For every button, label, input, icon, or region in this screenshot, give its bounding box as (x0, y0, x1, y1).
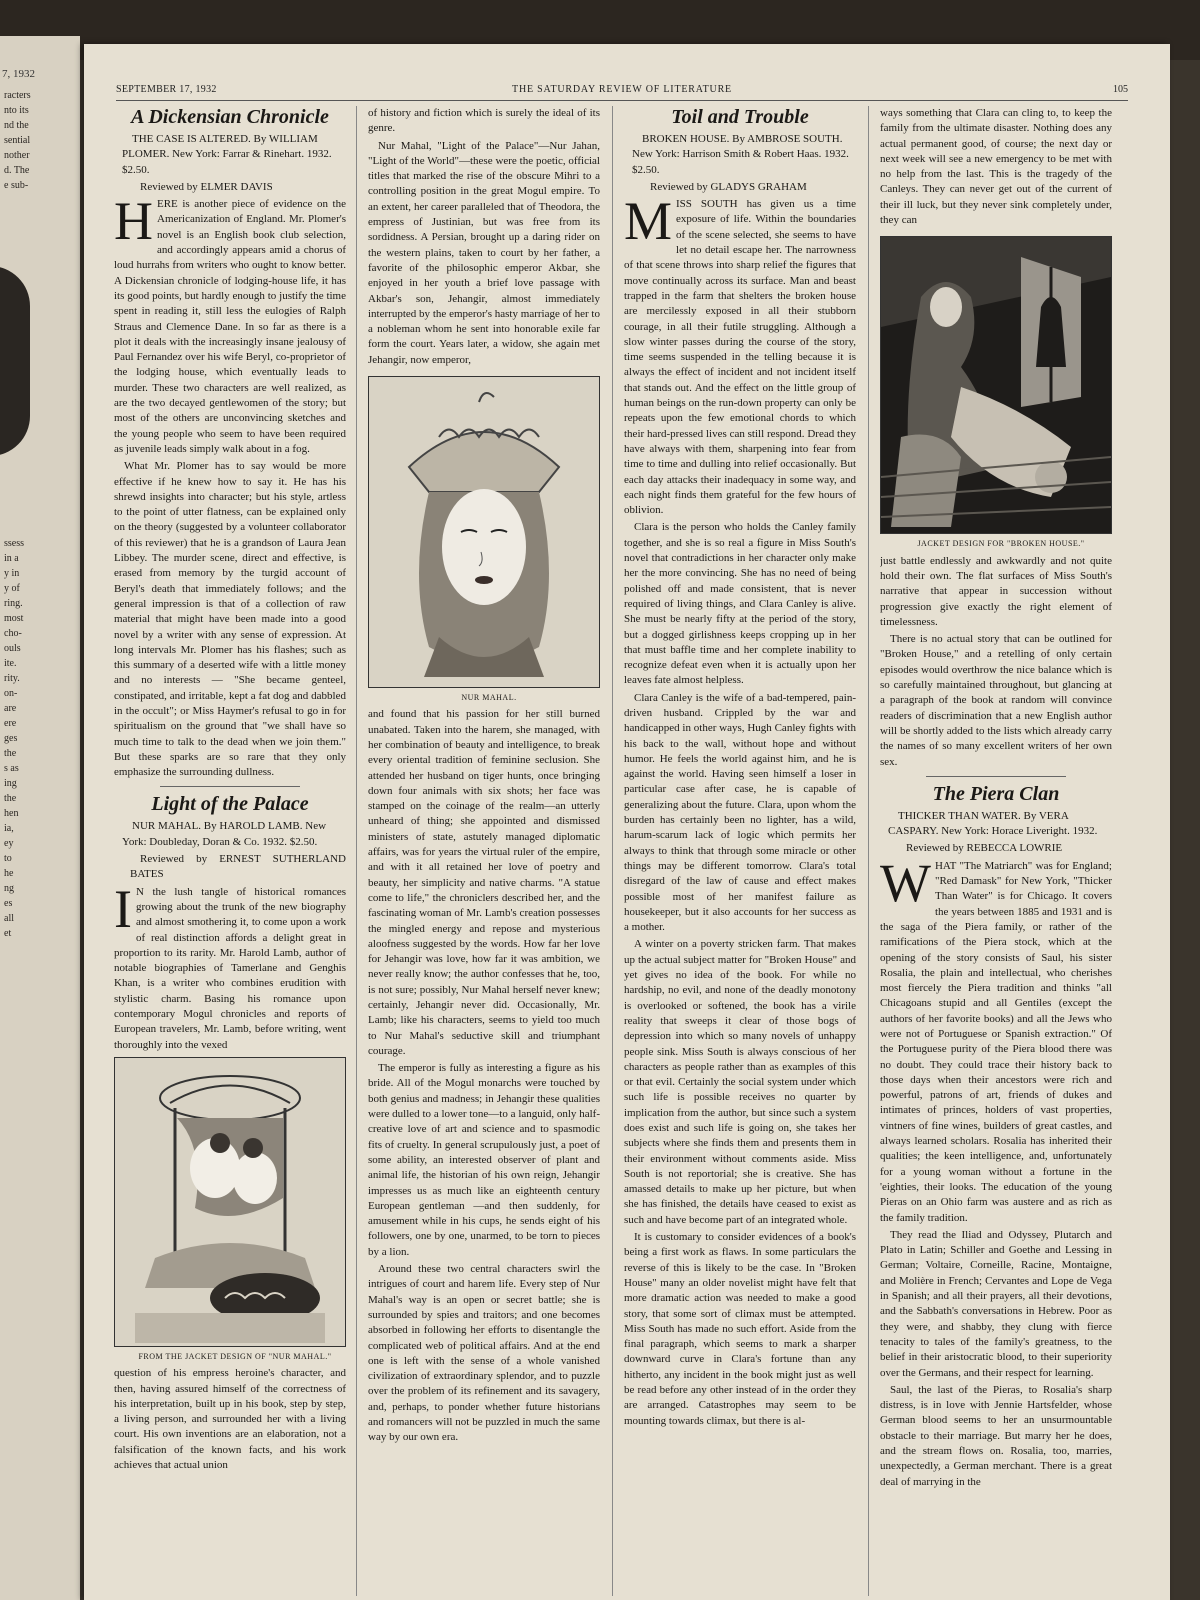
book-info: NUR MAHAL. By HAROLD LAMB. New York: Doubleday, Doran & Co. 1932. $2.50. (122, 820, 327, 848)
left-page-fragment: et (4, 928, 12, 939)
left-page-fragment: most (4, 613, 24, 624)
paragraph: Clara Canley is the wife of a bad-tempered, pain-driven husband. Crippled by the war and handicapped in other ways, Hugh Canley fights with his back to the wall, without hope and without humor. He feels the world against him, and he is against the world. Having seen himself a loser in particular case after case, he is capable of generalizing about the future. Clara, upon whom the burden has certainly been no lighter, has a wild, harum-scarum lack of logic which permits her always to think that through some miracle or other things may be different tomorrow. Clara's total disregard of the law of cause and effect makes possible most of her manifest failure as housekeeper, but it also accounts for her success as a mother. (624, 691, 856, 934)
paragraph: HERE is another piece of evidence on the Americanization of England. Mr. Plomer's novel is an English book club selection, and accordingly appears amid a chorus of loud hurrahs from writers who ought to know better. A Dickensian chronicle of lodging-house life, it has its good points, but hardly enough to justify the time spent in reading it, still less the eulogies of Ralph Straus and Clemence Dane. In so far as there is a plot it deals with the increasingly insane jealousy of Paul Fernandez over his wife Beryl, co-proprietor of the lodging house, which eventually leads to murder. These two characters are well realized, as are the two decayed gentlewomen of the story; but most of the others are unconvincing sketches and the young people who seem to have been required as juvenile leads simply walk about in a fog. (114, 191, 346, 455)
column-rule (612, 106, 613, 1596)
left-page-illustration (0, 266, 30, 456)
left-page-header: 7, 1932 (2, 68, 35, 80)
paragraph: It is customary to consider evidences of a book's being a first work as flaws. In some particulars the reverse of this is likely to be the case. In "Broken House" many an older novelist might have felt that more dramatic action was needed to make a good story, that some sort of climax must be attempted. Miss South has made no such effort. Aside from the final paragraph, which seems to mark a sharper downward curve in Clara's fortune than any hitherto, any incident in the book might just as well be read before any other instead of in the order they are arranged. Catastrophes may seem to be mounting towards climax, but there is al- (624, 1231, 856, 1427)
left-page-fragment: y of (4, 583, 20, 594)
paragraph: and found that his passion for her still burned unabated. Taken into the harem, she managed, with her combination of beauty and intelligence, to break every oriental tradition of feminine seclusion. She attended her husband on tiger hunts, once bringing down four animals with six shots; her face was stamped on the coinage of the realm—an utterly unheard of thing; she appointed and dismissed ministers of state, astutely managed diplomatic affairs, was for years the virtual ruler of the empire, and with it all retained her love of poetry and beauty, her simplicity and native charms. "A statue come to life," the chroniclers described her, and the fascinating woman of Mr. Lamb's creation possesses the mingled energy and repose and mysterious aloofness suggested by the words. How far her love for Jehangir was love, how far it was ambition, we never really know; the author confesses that he, too, is not sure; possibly, Nur Mahal herself never knew; certainly, Jehangir never did. Occasionally, Mr. Lamb; like his characters, seems to yield too much to Nur Mahal's seductive skill and triumphant courage. (368, 708, 600, 1057)
left-page-fragment: ng (4, 883, 14, 894)
header-date: SEPTEMBER 17, 1932 (116, 84, 217, 95)
left-page-fragment: the (4, 793, 17, 804)
paragraph: I N the lush tangle of historical romances growing about the trunk of the new biography and almost smothering it, to come upon a work of real distinction affords a delight great in proportion to its rarity. Mr. Harold Lamb, author of notable biographies of Tamerlane and Genghis Khan, is a writer who combines erudition with stylistic charm. Basing his romance upon contemporary Mogul chronicles and reports of European travelers, Mr. Lamb, before writing, went thoroughly into the vexed (114, 878, 346, 1051)
left-page-fragment: nto its (4, 105, 29, 116)
reviewer: Reviewed by ELMER DAVIS (140, 180, 273, 193)
left-page-fragment: nother (4, 150, 30, 161)
left-page-fragment: ia, (4, 823, 14, 834)
left-page-fragment: on- (4, 688, 18, 699)
left-page-fragment: nd the (4, 120, 29, 131)
separator (926, 776, 1065, 777)
paragraph: Saul, the last of the Pieras, to Rosalia's sharp distress, is in love with Jennie Hartsfelder, whose German blood seems to her an unsurmountable obstacle to their marriage. But marry her he does, and the stream flows on. Rosalia, too, marries, unexpectedly, a German merchant. There is a great deal of marrying in the (880, 1383, 1112, 1488)
illustration-caption: NUR MAHAL. (461, 693, 517, 703)
reviewer: Reviewed by GLADYS GRAHAM (650, 180, 807, 193)
paragraph: WHAT "The Matriarch" was for England; "Red Damask" for New York, "Thicker Than Water" is for Chicago. It covers the years between 1885 and 1931 and is the saga of the Piera family, or rather of the ramifications of the Piera stock, which at the opening of the story consists of Saul, his sister Rosalia, the plain and intellectual, who cherishes most fiercely the Piera tradition and thinks "all Chicagoans stupid and all Gentiles (except the authors of her favorite books) and all the Jews who were not of Portuguese or Spanish extraction." Of the Portuguese purity of the Piera blood there was no doubt. They could trace their history back to those days when their ancestors were rich and powerful, patrons of art, friends of dukes and intimates of princes, holders of vast properties, vintners of fine wines, builders of great castles, and always learned scholars. Rosalia has inherited their qualities; the keen intelligence, and, unfortunately for a young woman without a fortune in the 'eighties, their looks. The education of the young Pieras on an Ohio farm was austere and as rich as the family tradition. (880, 852, 1112, 1224)
reviewer: Reviewed by REBECCA LOWRIE (906, 842, 1063, 855)
magazine-page (84, 44, 1170, 1600)
drop-cap: I (114, 878, 132, 939)
column-1 (114, 106, 346, 1596)
nur-mahal-portrait (369, 377, 599, 687)
illustration-caption: JACKET DESIGN FOR "BROKEN HOUSE." (917, 539, 1085, 549)
palanquin-illustration (115, 1058, 345, 1346)
separator (160, 786, 299, 787)
book-info: BROKEN HOUSE. By AMBROSE SOUTH. New York: Harrison Smith & Robert Haas. 1932. $2.50. (632, 133, 849, 176)
paragraph: What Mr. Plomer has to say would be more effective if he knew how to say it. He has his shrewd insights into character; but his style, artless to the point of utter flatness, can be explained only on the theory (suggested by a volunteer collaborator of this reviewer) that he is a grandson of Laura Jean Libbey. The murder scene, direct and effective, is erased from memory by the turgid account of Beryl's death that immediately follows; and the general impression is that of a collection of raw material that might have been made into a good novel by a writer with any sense of expression. At long intervals Mr. Plomer has his flashes; such as this summary of a deserted wife with a little money and no interests — "She became genteel, constipated, and irritable, kept a fat dog and dabbled in the occult"; or Miss Haymer's refusal to go in for spiritualism on the ground that "we shall have so much time to talk to the dead when we join them." But these sparks are so rare that they only emphasize the surrounding dullness. (114, 460, 346, 779)
paragraph: of history and fiction which is surely the ideal of its genre. (368, 107, 600, 135)
left-page-fragment: cho- (4, 628, 22, 639)
left-page-fragment: racters (4, 90, 31, 101)
portrait-illustration (368, 376, 600, 688)
drop-cap: M (624, 191, 673, 252)
paragraph: There is no actual story that can be outlined for "Broken House," and a retelling of only certain episodes would overthrow the nice balance which is so carefully maintained throughout, but glancing at a paragraph of the book at random will convince readers of discrimination that a new English author will be shortly added to the lists which already carry the names of so many excellent writers of her own sex. (880, 633, 1112, 768)
left-page-fragment: he (4, 868, 14, 879)
jacket-illustration (114, 1057, 346, 1347)
paragraph: Nur Mahal, "Light of the Palace"—Nur Jahan, "Light of the World"—these were the poetic, official titles that marked the rise of the obscure Mihri to a controlling position in the great Mogul empire. To an extent, her career paralleled that of Theodora, the empress of Justinian, but was free from its sordidness. A Persian, brought up a daring rider on the western plains, taken to court by her father, a favorite of the philosophic emperor Akbar, she enjoyed in her youth a brief love passage with Akbar's son, Jehangir, almost immediately interrupted by the emperor's hasty marriage of her to a nobleman whom he sent into honorable exile far form the court. Years later, a widow, she again met Jehangir, now emperor, (368, 139, 600, 366)
woodcut-illustration (880, 236, 1112, 534)
left-page-fragment: es (4, 898, 13, 909)
article-title: A Dickensian Chronicle (131, 106, 329, 128)
column-rule (356, 106, 357, 1596)
left-page-fragment: s as (4, 763, 19, 774)
paragraph: They read the Iliad and Odyssey, Plutarch and Plato in Latin; Schiller and Goethe and Lessing in German; Voltaire, Corneille, Racine, Montaigne, and Molière in French; Cervantes and Lope de Vega in Spanish; and all their prayers, all their devotions, and the Sabbath's conversations in Hebrew. Poor as they were, and shabby, they clung with fierce tenacity to tales of the family's greatness, to the belief in their aristocratic blood, to their superiority over the Germans, and their respect for learning. (880, 1228, 1112, 1379)
article-title: The Piera Clan (932, 782, 1060, 805)
left-page-fragment: ouls (4, 643, 21, 654)
column-2 (368, 106, 600, 1596)
left-page-fragment: e sub- (4, 180, 29, 191)
left-page-fragment: to (4, 853, 12, 864)
left-page-fragment: y in (4, 568, 20, 579)
paragraph: A winter on a poverty stricken farm. That makes up the actual subject matter for "Broken House" and yet gives no idea of the book. For while no hardship, no evil, and none of the deadly monotony is overlooked or softened, the book has a virile reality that sweeps it clear of those bogs of depression into which so many novels of unhappy people sink. Miss South is always conscious of her characters as people rather than as examples of this or that evil. Certainly the social system under which such life is possible receives no quarter by implication from the author, but since such a system does exist and such life is going on, she takes her subjects where she finds them and presents them in their environment without comments aside. Miss South is not reportorial; she is creative. She has amassed details to make up her picture, but when she has finished, the details have ceased to exist as such and have become part of an integrated whole. (624, 938, 856, 1226)
left-page-fragment: all (4, 913, 14, 924)
header-title: THE SATURDAY REVIEW OF LITERATURE (512, 84, 732, 95)
left-page-fragment: ing (4, 778, 17, 789)
header-page-number: 105 (1113, 84, 1128, 95)
paragraph: question of his empress heroine's character, and then, having assured himself of the correctness of his interpretation, built up in his book, step by step, a living person, and surrounded her with a living court. His own inventions are an elaboration, not a falsification of the known facts, and his work achieves that actual union (114, 1367, 346, 1471)
left-page-fragment: sential (4, 135, 31, 146)
article-title: Light of the Palace (151, 793, 309, 816)
left-page-fragment: ere (4, 718, 17, 729)
left-page-fragment: ges (4, 733, 18, 744)
drop-cap: H (114, 191, 153, 252)
illustration-caption: FROM THE JACKET DESIGN OF "NUR MAHAL." (138, 1351, 332, 1361)
paragraph: Around these two central characters swirl the intrigues of court and harem life. Every step of Nur Mahal's way is an open or secret battle; she is surrounded by spies and traitors; and one becomes absorbed in following her efforts to disentangle the complicated web of political affairs. And at the end one is left with the sense of a whole vanished civilization of extraordinary splendor, and to puzzle over the problem of its refinement and its savagery, and, perhaps, to ponder whether future historians and romancers will not be puzzled in much the same way by our own era. (368, 1263, 600, 1444)
broken-house-woodcut (881, 237, 1111, 533)
left-page-fragment: in a (4, 553, 19, 564)
left-page-fragment: hen (4, 808, 19, 819)
book-info: THICKER THAN WATER. By VERA CASPARY. New York: Horace Liveright. 1932. (888, 809, 1098, 838)
left-page-fragment: rity. (4, 673, 20, 684)
left-page-fragment: are (4, 703, 17, 714)
left-page-fragment: ssess (4, 538, 25, 549)
page-header (116, 82, 1128, 101)
left-page-fragment: ey (4, 838, 14, 849)
paragraph: just battle endlessly and awkwardly and not quite hold their own. The flat surfaces of Miss South's narrative that appear in succession without progression give exactly the right element of timelessness. (880, 554, 1112, 628)
left-page-fragment: ite. (4, 658, 17, 669)
paragraph: Clara is the person who holds the Canley family together, and she is so real a figure in Miss South's novel that contradictions in her character only make her the more convincing. She has no need of being polished off and made consistent, that is never required of living things, and Clara Canley is alive. She must be nearly fifty at the period of the story, but a dogged girlishness keeps cropping up in her that must baffle time and her complete inability to recognize defeat even when it is actually upon her leaves fate almost helpless. (624, 521, 856, 687)
paragraph: The emperor is fully as interesting a figure as his bride. All of the Mogul monarchs were touched by both genius and madness; in Jehangir these qualities were dulled to a lower tone—to a languid, only half-creative love of art and science and to spasmodic fits of cruelty. In general scrupulously just, a poet of some ability, an interested observer of plant and animal life, the historian of his own reign, Jehangir impresses us as much like an eighteenth century European gentleman —and then suddenly, for amusement while in his cups, he sends eight of his followers, one by one, unarmed, to be torn to pieces by a lion. (368, 1062, 600, 1258)
paragraph: MISS SOUTH has given us a time exposure of life. Within the boundaries of the scene selected, she seems to have let no detail escape her. The narrowness of that scene throws into sharp relief the figures that move continually across its surface. Man and beast trapped in the farm that shelters the broken house are mercilessly exposed in all their stubborn courage, in all their futile struggling. Although a slow winter passes during the course of the story, time seems suspended in the telling because it is always the effect of incident and not incident itself that stands out. And the effect on the little group of human beings on the run-down property can only be repeats upon the few emotional chords to which their hard-pressed lives can still respond. Dread they have always with them, sharpening into fear from time to time and dulling into relief occasionally. But each day attacks their inadequacy in some way, and each night finds them grateful for the few hours of oblivion. (624, 191, 856, 517)
drop-cap: W (880, 852, 931, 913)
reviewer: Reviewed by ERNEST SUTHERLAND BATES (130, 853, 346, 881)
left-page-fragment: ring. (4, 598, 23, 609)
column-4 (880, 106, 1112, 1596)
left-page-fragment: d. The (4, 165, 30, 176)
column-rule (868, 106, 869, 1596)
paragraph: ways something that Clara can cling to, to keep the family from the ultimate disaster. Nothing does any actual permanent good, of course; the next day or next week will see a new emergency to be met with no help from the last. This is the tragedy of the Canleys. They can never get out of the current of their ill luck, but they never sink completely under, they can (880, 107, 1112, 227)
column-3 (624, 106, 856, 1596)
left-page-fragment: the (4, 748, 17, 759)
left-page-edge (0, 36, 80, 1600)
article-title: Toil and Trouble (671, 106, 809, 128)
book-info: THE CASE IS ALTERED. By WILLIAM PLOMER. New York: Farrar & Rinehart. 1932. $2.50. (122, 133, 332, 176)
